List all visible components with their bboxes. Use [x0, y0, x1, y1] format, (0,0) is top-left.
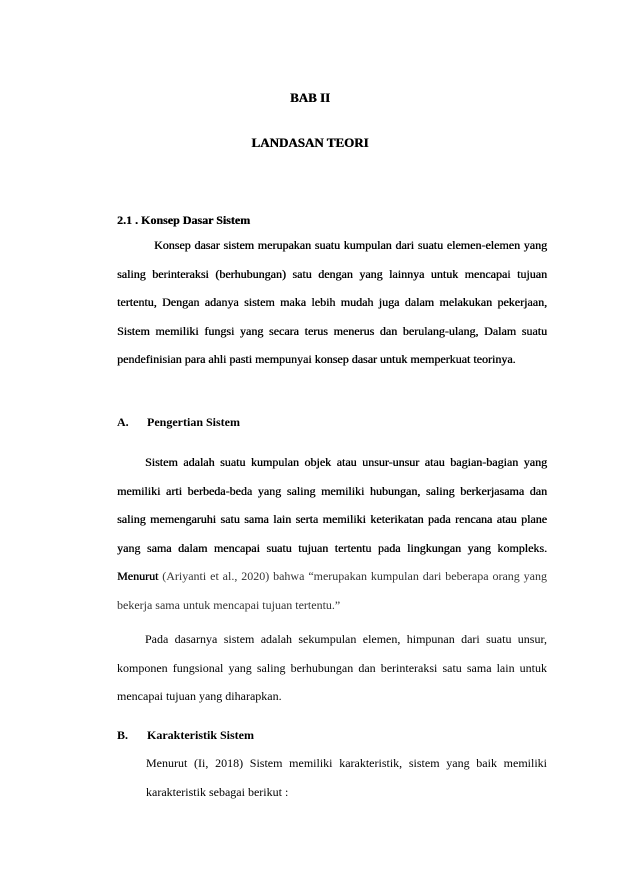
section-2-1-paragraph: Konsep dasar sistem merupakan suatu kumpulan dari suatu elemen-elemen yang saling berinteraksi (berhubungan) satu dengan yang lainnya untuk mencapai tujuan tertentu, Dengan adanya sistem maka lebih mudah juga dalam melakukan pekerjaan, Sistem memiliki fungsi yang secara terus menerus dan berulang-ulang, Dalam suatu pendefinisian para ahli pasti mempunyai konsep dasar untuk memperkuat teorinya. — [117, 238, 547, 366]
chapter-number: BAB II — [289, 90, 331, 105]
section-a-label: A. — [117, 415, 129, 429]
section-a-paragraph-2: Pada dasarnya sistem adalah sekumpulan elemen, himpunan dari suatu unsur, komponen fungsional yang saling berhubungan dan berinteraksi satu sama lain untuk mencapai tujuan yang diharapkan. — [117, 632, 547, 703]
section-b-paragraph: Menurut (Ii, 2018) Sistem memiliki karakteristik, sistem yang baik memiliki karakteristik sebagai berikut : — [146, 756, 547, 799]
section-2-1-heading: 2.1 . Konsep Dasar Sistem — [117, 213, 251, 227]
section-a-heading — [117, 415, 240, 430]
chapter-title: LANDASAN TEORI — [251, 135, 369, 150]
section-b-heading — [117, 728, 254, 743]
section-b-label: B. — [117, 728, 129, 742]
section-a-title: Pengertian Sistem — [147, 415, 240, 429]
section-b-title: Karakteristik Sistem — [147, 728, 254, 742]
section-a-paragraph-1 — [117, 448, 547, 619]
section-a-paragraph-1-citation: (Ariyanti et al., 2020) bahwa “merupakan kumpulan dari beberapa orang yang bekerja sama untuk mencapai tujuan tertentu.” — [117, 569, 548, 612]
section-a-paragraph-1-main: Sistem adalah suatu kumpulan objek atau unsur-unsur atau bagian-bagian yang memiliki arti berbeda-beda yang saling memiliki hubungan, saling berkerjasama dan saling memengaruhi satu sama lain serta memiliki keterikatan pada rencana atau plane yang sama dalam mencapai suatu tujuan tertentu pada lingkungan yang kompleks. Menurut — [117, 455, 547, 583]
